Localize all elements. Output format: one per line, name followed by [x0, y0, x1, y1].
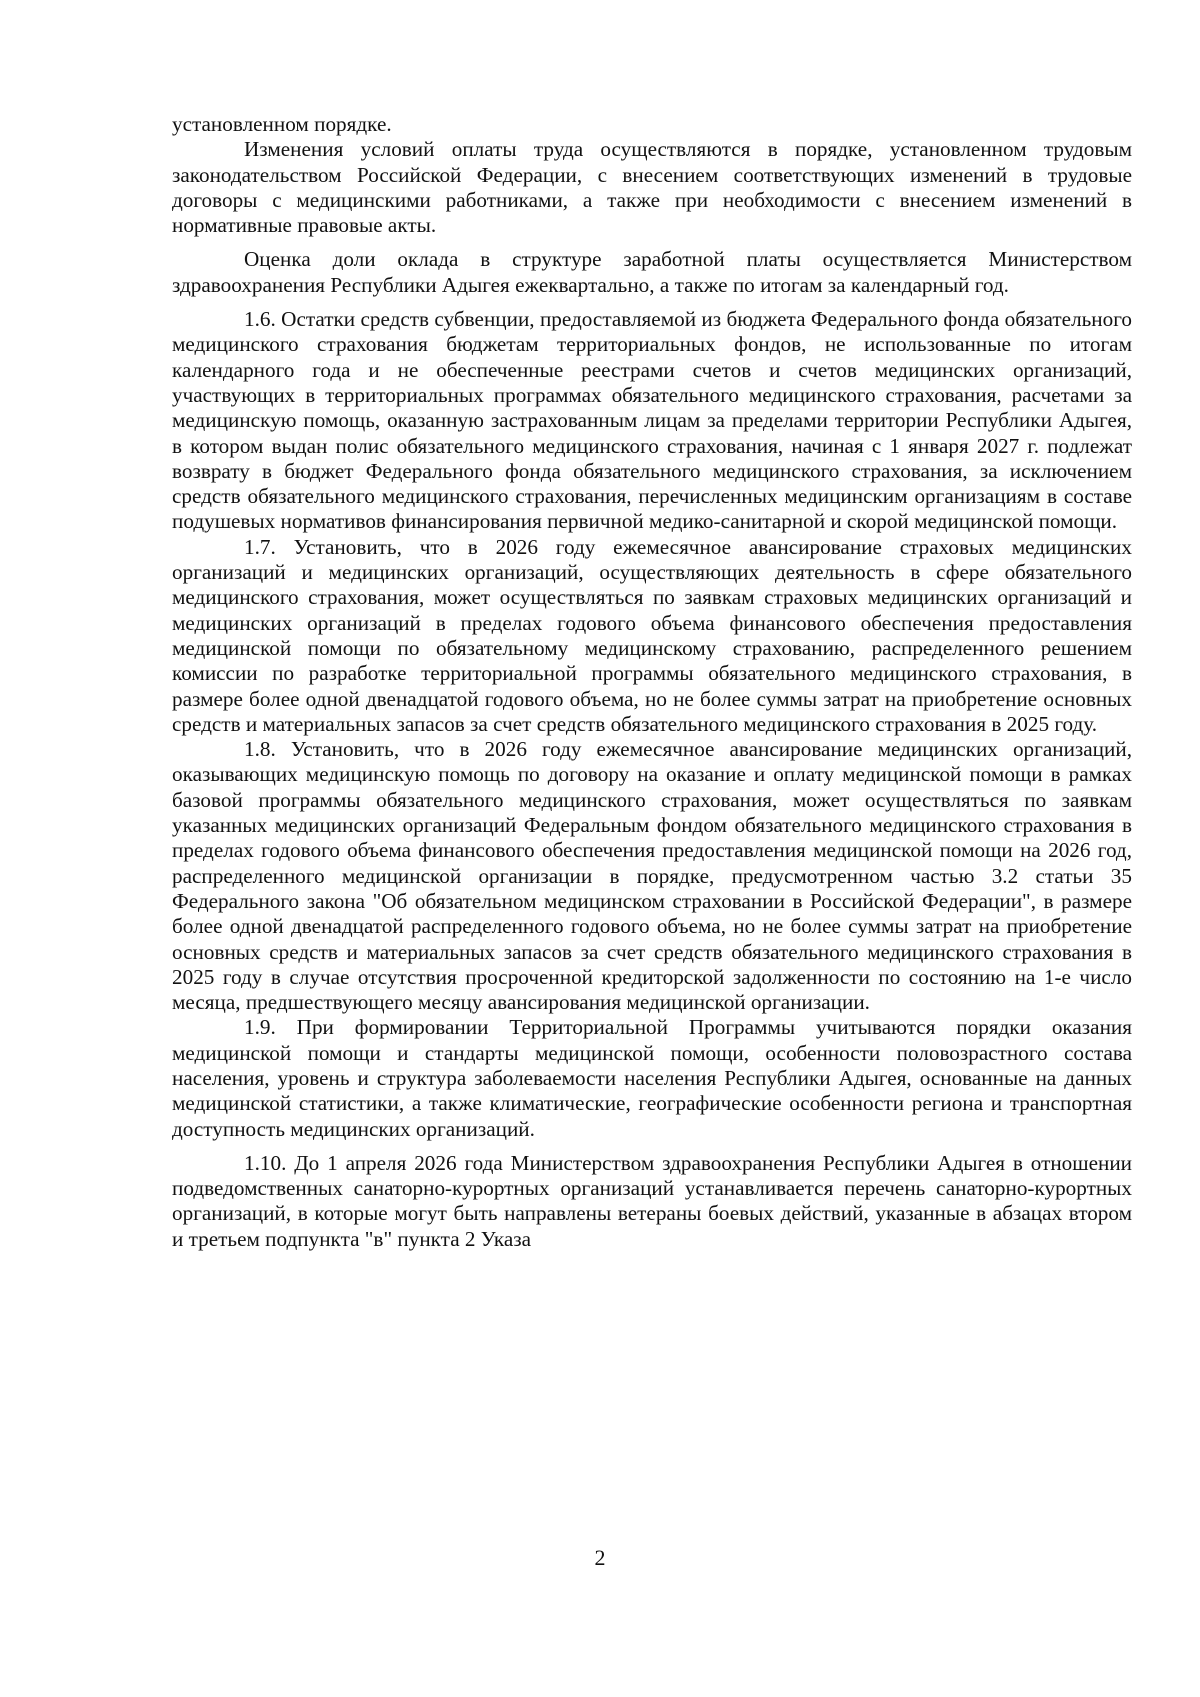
page-number: 2 — [594, 1545, 606, 1570]
paragraph-1-6: 1.6. Остатки средств субвенции, предоставляемой из бюджета Федерального фонда обязательного медицинского страхования бюджетам территориальных фондов, не использованные по итогам календарного года и не обеспеченные реестрами счетов и счетов медицинских организаций, участвующих в территориальных программах обязательного медицинского страхования, расчетами за медицинскую помощь, оказанную застрахованным лицам за пределами территории Республики Адыгея, в котором выдан полис обязательного медицинского страхования, начиная с 1 января 2027 г. подлежат возврату в бюджет Федерального фонда обязательного медицинского страхования, за исключением средств обязательного медицинского страхования, перечисленных медицинским организациям в составе подушевых нормативов финансирования первичной медико-санитарной и скорой медицинской помощи. — [172, 307, 1132, 534]
paragraph-1-10: 1.10. До 1 апреля 2026 года Министерством здравоохранения Республики Адыгея в отношении подведомственных санаторно-курортных организаций устанавливается перечень санаторно-курортных организаций, в которые могут быть направлены ветераны боевых действий, указанные в абзацах втором и третьем подпункта "в" пункта 2 Указа — [172, 1150, 1132, 1251]
paragraph-continuation: установленном порядке. — [172, 112, 392, 136]
paragraph-1-9: 1.9. При формировании Территориальной Программы учитываются порядки оказания медицинской помощи и стандарты медицинской помощи, особенности половозрастного состава населения, уровень и структура заболеваемости населения Республики Адыгея, основанные на данных медицинской статистики, а также климатические, географические особенности региона и транспортная доступность медицинских организаций. — [172, 1015, 1132, 1141]
paragraph-salary-share: Оценка доли оклада в структуре заработной платы осуществляется Министерством здравоохранения Республики Адыгея ежеквартально, а также по итогам за календарный год. — [172, 247, 1132, 297]
paragraph-1-7: 1.7. Установить, что в 2026 году ежемесячное авансирование страховых медицинских организаций и медицинских организаций, осуществляющих деятельность в сфере обязательного медицинского страхования, может осуществляться по заявкам страховых медицинских организаций и медицинских организаций в пределах годового объема финансового обеспечения предоставления медицинской помощи по обязательному медицинскому страхованию, распределенного решением комиссии по разработке территориальной программы обязательного медицинского страхования, в размере более одной двенадцатой годового объема, но не более суммы затрат на приобретение основных средств и материальных запасов за счет средств обязательного медицинского страхования в 2025 году. — [172, 534, 1132, 736]
paragraph-1-8: 1.8. Установить, что в 2026 году ежемесячное авансирование медицинских организаций, оказывающих медицинскую помощь по договору на оказание и оплату медицинской помощи в рамках базовой программы обязательного медицинского страхования, может осуществляться по заявкам указанных медицинских организаций Федеральным фондом обязательного медицинского страхования в пределах годового объема финансового обеспечения предоставления медицинской помощи на 2026 год, распределенного медицинской организации в порядке, предусмотренном частью 3.2 статьи 35 Федерального закона "Об обязательном медицинском страховании в Российской Федерации", в размере более одной двенадцатой распределенного годового объема, но не более суммы затрат на приобретение основных средств и материальных запасов за счет средств обязательного медицинского страхования в 2025 году в случае отсутствия просроченной кредиторской задолженности по состоянию на 1-е число месяца, предшествующего месяцу авансирования медицинской организации. — [172, 737, 1132, 1015]
paragraph-pay-changes: Изменения условий оплаты труда осуществляются в порядке, установленном трудовым законодательством Российской Федерации, с внесением соответствующих изменений в трудовые договоры с медицинскими работниками, а также при необходимости с внесением изменений в нормативные правовые акты. — [172, 137, 1132, 238]
document-page — [172, 112, 1132, 1252]
